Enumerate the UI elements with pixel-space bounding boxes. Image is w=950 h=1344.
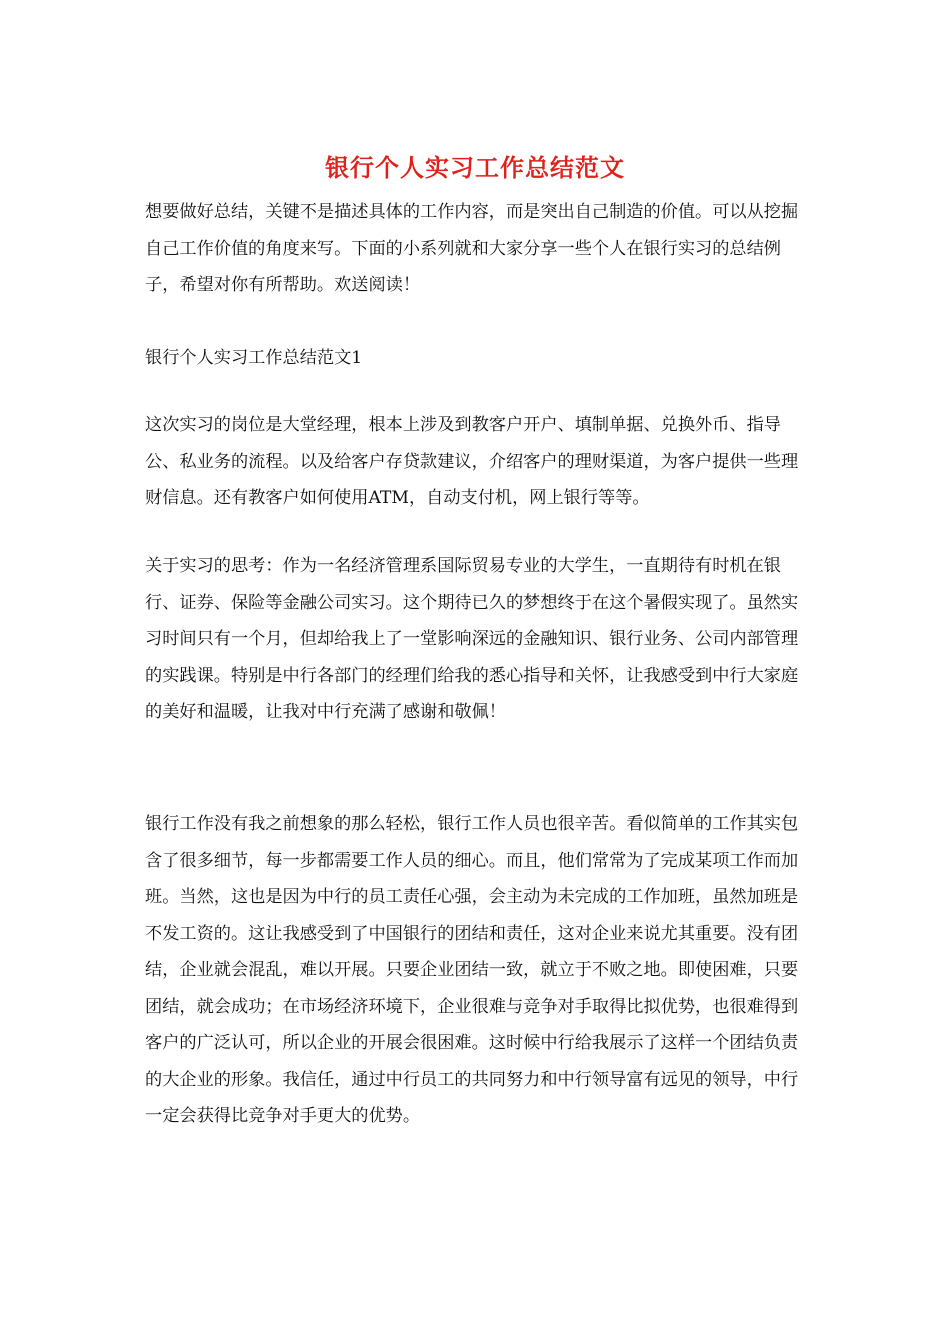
body-paragraph-3: 银行工作没有我之前想象的那么轻松，银行工作人员也很辛苦。看似简单的工作其实包含了很多细节，每一步都需要工作人员的细心。而且，他们常常为了完成某项工作而加班。当然，这也是因为中行的员工责任心强，会主动为未完成的工作加班，虽然加班是不发工资的。这让我感受到了中国银行的团结和责任，这对企业来说尤其重要。没有团结，企业就会混乱，难以开展。只要企业团结一致，就立于不败之地。即使困难，只要团结，就会成功；在市场经济环境下，企业很难与竞争对手取得比拟优势，也很难得到客户的广泛认可，所以企业的开展会很困难。这时候中行给我展示了这样一个团结负责的大企业的形象。我信任，通过中行员工的共同努力和中行领导富有远见的领导，中行一定会获得比竞争对手更大的优势。 bbox=[145, 814, 799, 1126]
section-heading: 银行个人实习工作总结范文1 bbox=[145, 348, 363, 368]
body-paragraph-2: 关于实习的思考：作为一名经济管理系国际贸易专业的大学生，一直期待有时机在银行、证券、保险等金融公司实习。这个期待已久的梦想终于在这个暑假实现了。虽然实习时间只有一个月，但却给我上了一堂影响深远的金融知识、银行业务、公司内部管理的实践课。特别是中行各部门的经理们给我的悉心指导和关怀，让我感受到中行大家庭的美好和温暖，让我对中行充满了感谢和敬佩！ bbox=[145, 556, 799, 722]
document-title: 银行个人实习工作总结范文 bbox=[325, 153, 625, 182]
body-paragraph-1: 这次实习的岗位是大堂经理，根本上涉及到教客户开户、填制单据、兑换外币、指导公、私业务的流程。以及给客户存贷款建议，介绍客户的理财渠道，为客户提供一些理财信息。还有教客户如何使用ATM，自动支付机，网上银行等等。 bbox=[145, 415, 799, 508]
intro-paragraph: 想要做好总结，关键不是描述具体的工作内容，而是突出自己制造的价值。可以从挖掘自己工作价值的角度来写。下面的小系列就和大家分享一些个人在银行实习的总结例子，希望对你有所帮助。欢送阅读！ bbox=[145, 202, 799, 295]
